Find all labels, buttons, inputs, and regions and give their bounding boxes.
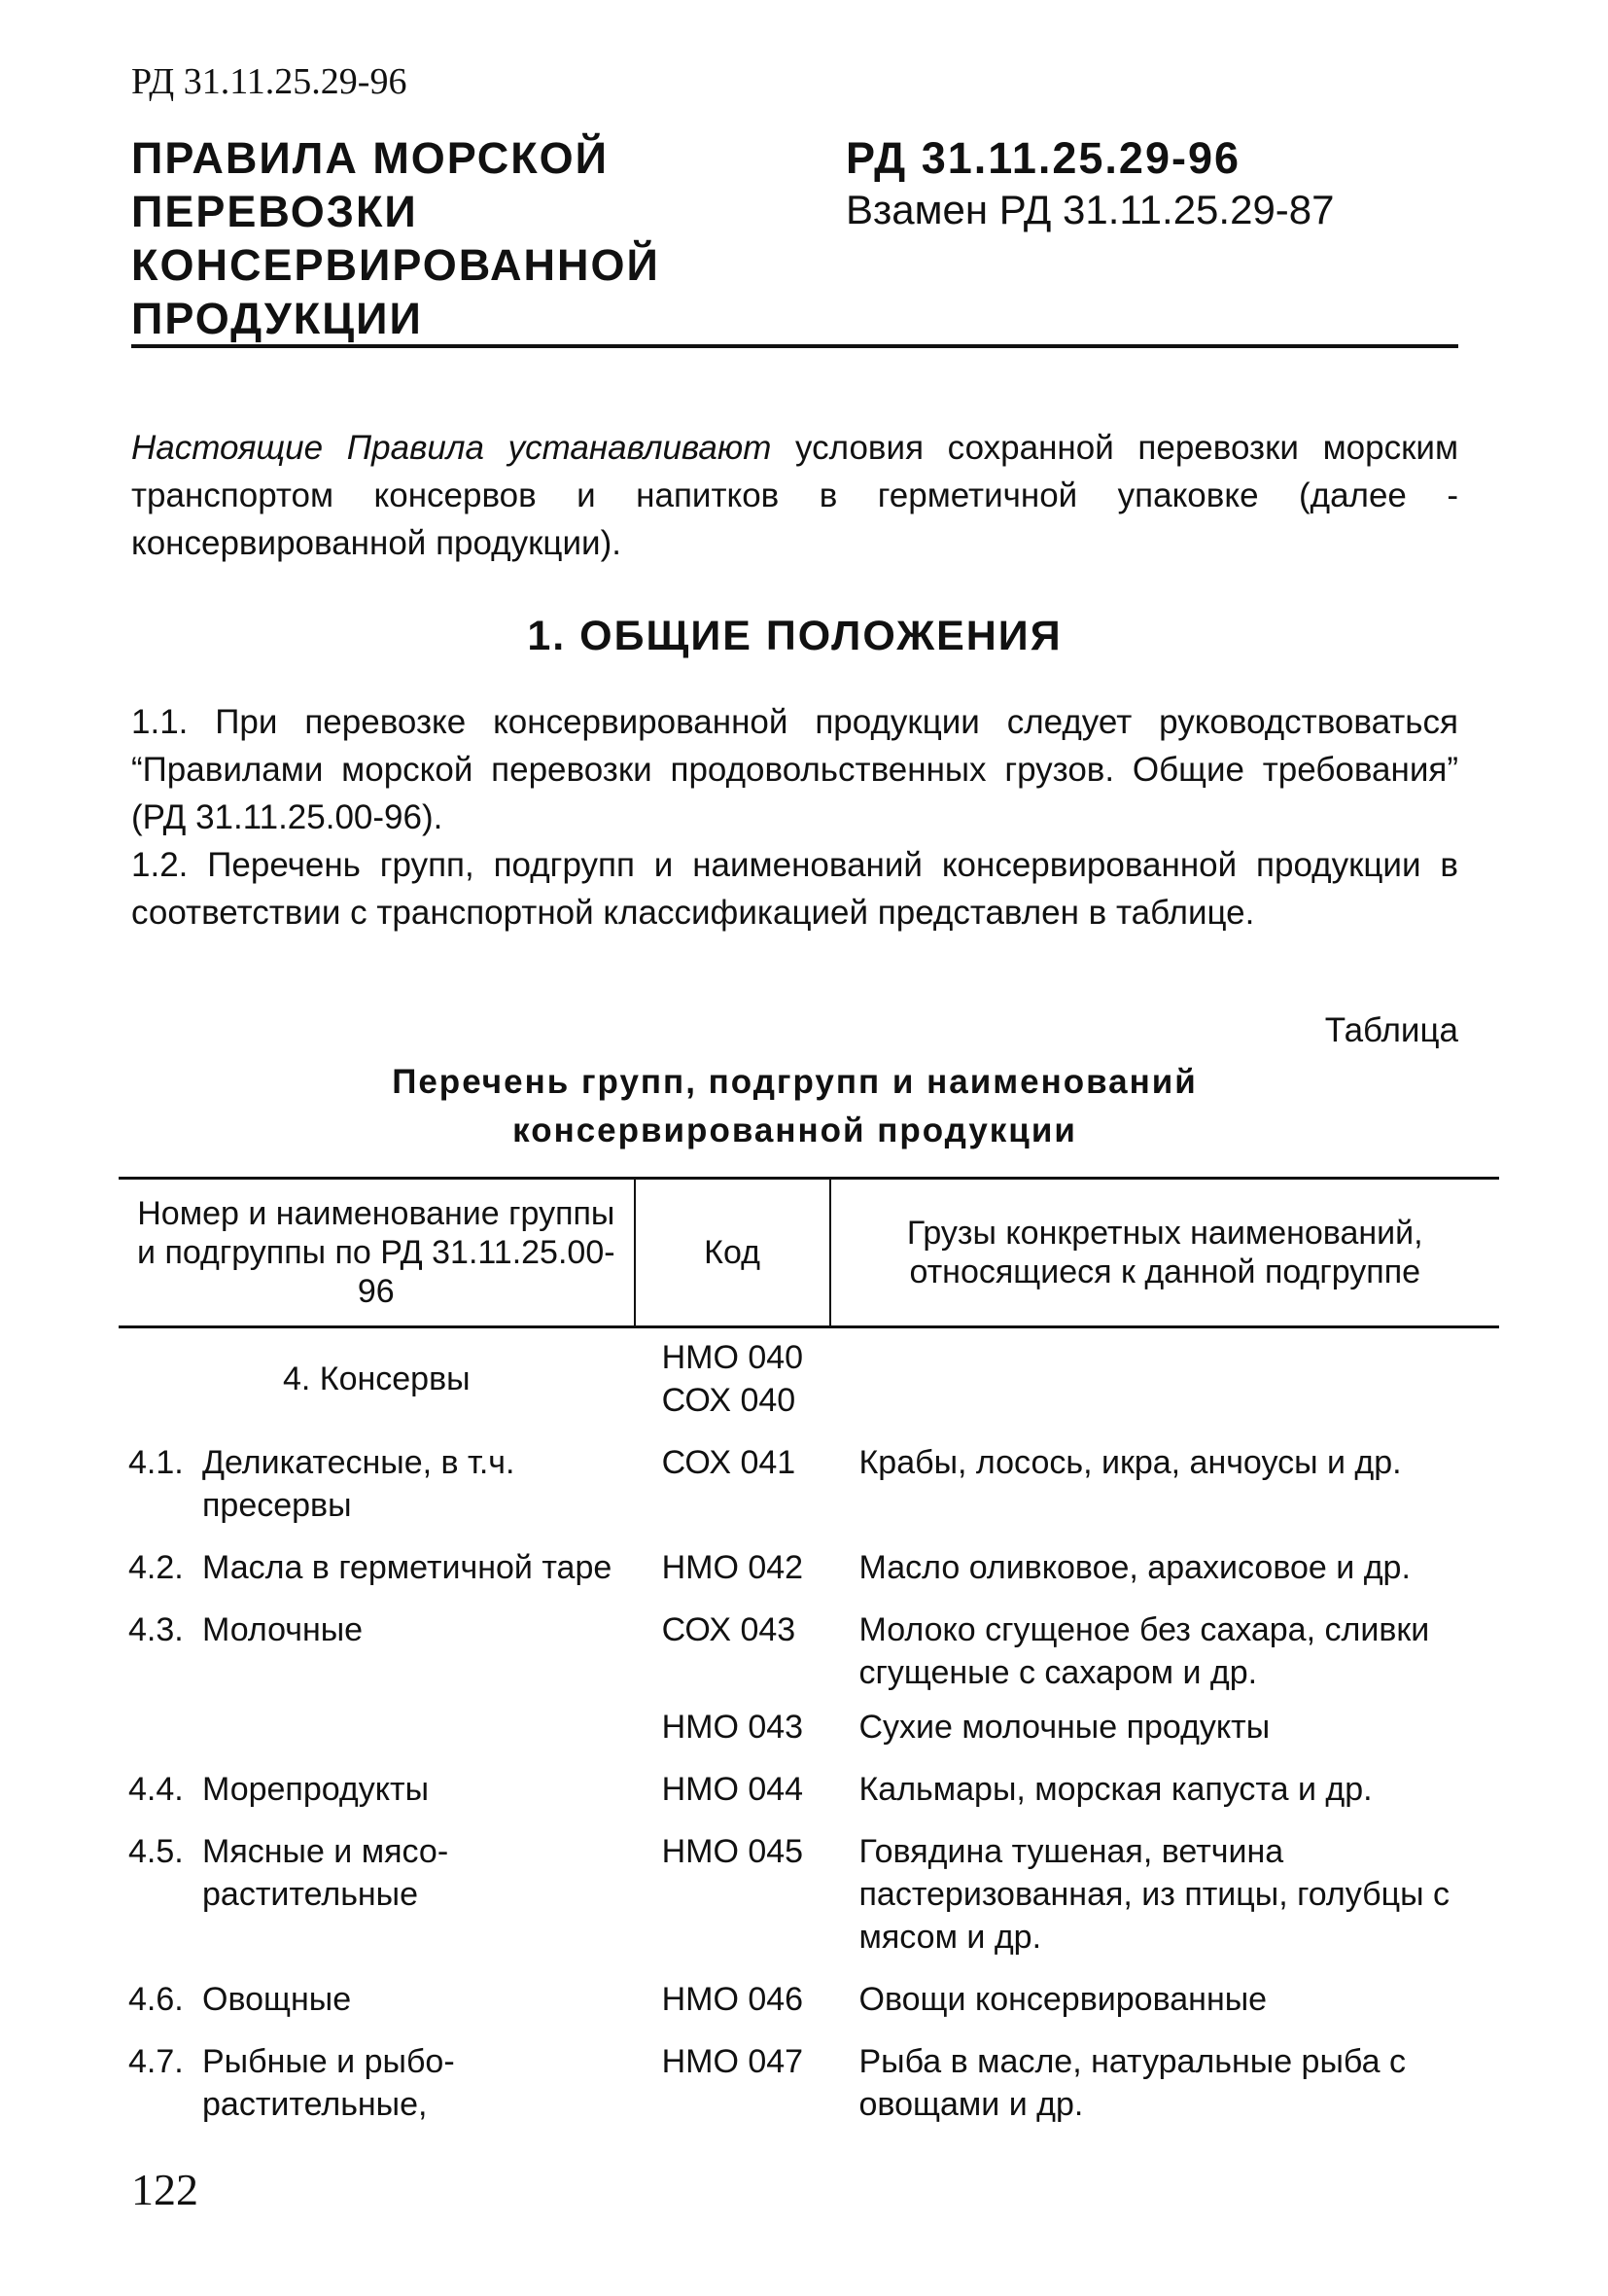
subgroup-code: НМО 044 (661, 1771, 804, 1808)
group-code: СОХ 040 (661, 1382, 796, 1419)
table-caption (131, 1058, 1458, 1155)
subgroup-code: НМО 042 (661, 1549, 804, 1586)
subgroup-goods: Сухие молочные продукты (858, 1709, 1271, 1746)
table-row-group (119, 1327, 1499, 1434)
subgroup-number: 4.6. (128, 1981, 184, 2018)
subgroup-number: 4.5. (128, 1833, 184, 1870)
header-group-name: Номер и наименование группы и подгруппы по РД 31.11.25.00-96 (119, 1179, 635, 1327)
subgroup-cell (119, 2032, 635, 2137)
subgroup-cell (119, 1970, 635, 2032)
table-row (119, 1601, 1499, 1706)
table-row (119, 2032, 1499, 2137)
subgroup-code: СОХ 043 (661, 1611, 796, 1648)
subgroup-cell (119, 1601, 635, 1706)
subgroup-name: Овощные (202, 1981, 352, 2018)
subgroup-name: Масла в герметичной таре (202, 1549, 612, 1586)
intro-paragraph (131, 424, 1458, 567)
table-row (119, 1538, 1499, 1601)
subgroup-number: 4.2. (128, 1549, 184, 1586)
title-line: ПРАВИЛА МОРСКОЙ (131, 133, 610, 183)
subgroup-code: НМО 046 (661, 1981, 804, 2018)
running-head: РД 31.11.25.29-96 (131, 61, 407, 102)
subgroup-goods: Кальмары, морская капуста и др. (858, 1771, 1373, 1808)
title-line: ПЕРЕВОЗКИ (131, 187, 418, 236)
document-number: РД 31.11.25.29-96 (846, 133, 1241, 183)
paragraph-1-2: 1.2. Перечень групп, подгрупп и наименований консервированной продукции в соответствии с транспортной классификацией представлен в таблице. (131, 846, 1458, 932)
subgroup-number: 4.4. (128, 1771, 184, 1808)
group-goods (830, 1327, 1500, 1434)
group-codes (635, 1327, 830, 1434)
title-line: ПРОДУКЦИИ (131, 294, 423, 343)
replaces-note: Взамен РД 31.11.25.29-87 (846, 187, 1335, 232)
subgroup-name: Мясные и мясо-растительные (202, 1833, 449, 1913)
table-row (119, 1822, 1499, 1970)
subgroup-goods: Овощи консервированные (858, 1981, 1268, 2018)
title-line: КОНСЕРВИРОВАННОЙ (131, 240, 660, 290)
subgroup-goods: Рыба в масле, натуральные рыба с овощами и др. (858, 2043, 1406, 2123)
cargo-table (119, 1177, 1499, 2137)
group-code: НМО 040 (661, 1339, 804, 1376)
subgroup-code: НМО 043 (661, 1709, 804, 1746)
subgroup-cell (119, 1538, 635, 1601)
subgroup-name: Молочные (202, 1611, 364, 1648)
caption-line: консервированной продукции (512, 1112, 1077, 1149)
subgroup-number: 4.1. (128, 1444, 184, 1481)
group-label: 4. Консервы (282, 1360, 471, 1397)
subgroup-goods: Говядина тушеная, ветчина пастеризованная, из птицы, голубцы с мясом и др. (858, 1833, 1450, 1956)
intro-rest: условия сохранной перевозки морским транспортом консервов и напитков в герметичной упаковке (далее - консервированной продукции). (131, 429, 1459, 562)
subgroup-code: НМО 047 (661, 2043, 804, 2080)
subgroup-cell (119, 1433, 635, 1538)
table-row (119, 1706, 1499, 1760)
subgroup-name: Морепродукты (202, 1771, 430, 1808)
subgroup-cell (119, 1760, 635, 1822)
caption-line: Перечень групп, подгрупп и наименований (392, 1063, 1198, 1101)
intro-lead: Настоящие Правила устанавливают (131, 429, 772, 467)
subgroup-number: 4.7. (128, 2043, 184, 2080)
document-title (131, 131, 734, 345)
subgroup-name: Рыбные и рыбо-растительные, (202, 2043, 455, 2123)
subgroup-goods: Крабы, лосось, икра, анчоусы и др. (858, 1444, 1402, 1481)
header-goods: Грузы конкретных наименований, относящиеся к данной подгруппе (830, 1179, 1500, 1327)
table-row (119, 1760, 1499, 1822)
table-row (119, 1433, 1499, 1538)
subgroup-code: СОХ 041 (661, 1444, 796, 1481)
section-heading: 1. ОБЩИЕ ПОЛОЖЕНИЯ (527, 613, 1063, 659)
table-row (119, 1970, 1499, 2032)
subgroup-number: 4.3. (128, 1611, 184, 1648)
header-code: Код (635, 1179, 830, 1327)
table-label: Таблица (1324, 1011, 1458, 1049)
subgroup-code: НМО 045 (661, 1833, 804, 1870)
title-divider (131, 344, 1458, 348)
table-header-row (119, 1179, 1499, 1327)
subgroup-cell (119, 1706, 635, 1760)
subgroup-goods: Масло оливковое, арахисовое и др. (858, 1549, 1411, 1586)
subgroup-cell (119, 1822, 635, 1970)
subgroup-goods: Молоко сгущеное без сахара, сливки сгущеные с сахаром и др. (858, 1611, 1430, 1691)
paragraph-1-1: 1.1. При перевозке консервированной продукции следует руководствоваться “Правилами морской перевозки продовольственных грузов. Общие требования” (РД 31.11.25.00-96). (131, 703, 1458, 836)
document-number-block (846, 131, 1335, 235)
page-number: 122 (131, 2165, 198, 2214)
subgroup-name: Деликатесные, в т.ч. пресервы (202, 1444, 515, 1524)
